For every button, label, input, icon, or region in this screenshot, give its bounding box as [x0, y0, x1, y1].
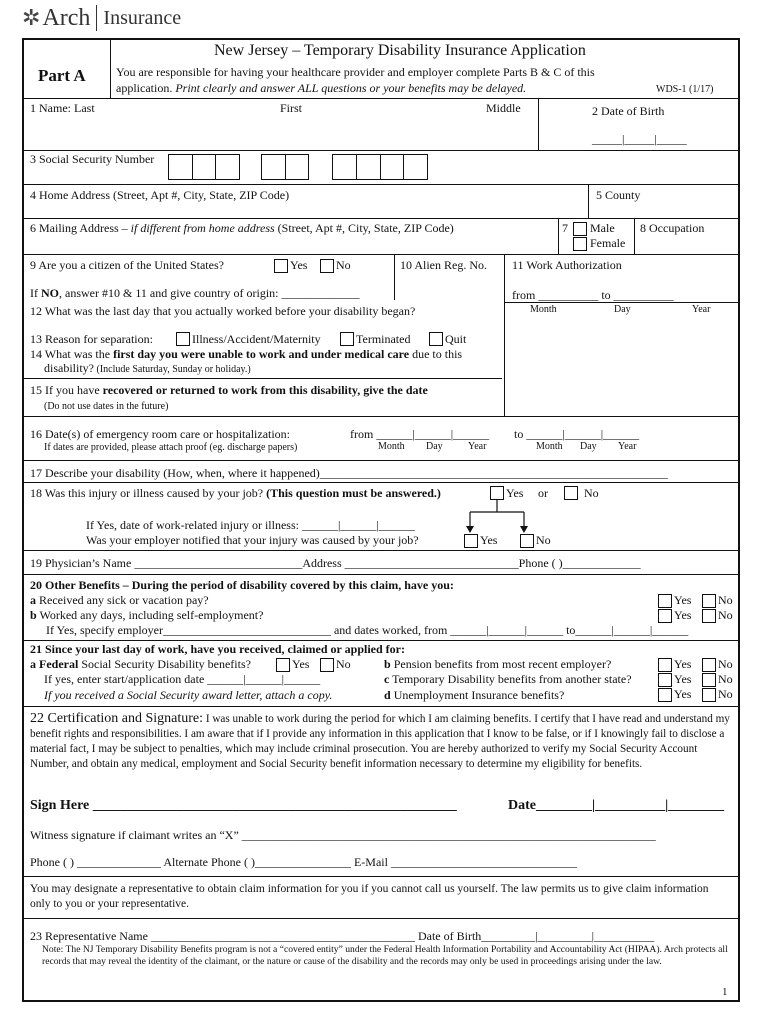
divider	[24, 460, 738, 461]
q21a-start-date[interactable]: If yes, enter start/application date ______|______|______	[44, 672, 321, 686]
q18-employer-notified-label: Was your employer notified that your injury was caused by your job?	[86, 533, 419, 547]
q16-from-month: Month	[378, 441, 405, 452]
q21-since-last-day-label: 21 Since your last day of work, have you received, claimed or applied for:	[30, 642, 405, 656]
q6-mailing-address-label: 6 Mailing Address – if different from home address (Street, Apt #, City, State, ZIP Code)	[30, 221, 454, 235]
q9-if-no-text: If NO, answer #10 & 11 and give country of origin: _____________	[30, 286, 360, 300]
q21d-label: d Unemployment Insurance benefits?	[384, 688, 565, 702]
q21a-no-checkbox[interactable]	[320, 658, 334, 672]
hipaa-note: Note: The NJ Temporary Disability Benefits program is not a “covered entity” under the Federal Health Information Portability and Accountability Act (HIPAA). Arch protects all records that may reveal the identity of the claimant, or the nature or cause of the disability and the records may only be used in proceedings arising under the law.	[42, 944, 728, 967]
q22-body: I was unable to work during the period for which I am claiming benefits. I certify that I have read and understand my benefit rights and responsibilities. I am aware that if I provide any information in this application that I know to be false, or if I knowingly fail to disclose a material fact, I may be subject to penalties, which may include criminal prosecution. You are hereby authorized to verify my Social Security Account Number, and obtain any medical, employment and Social Security benefit information necessary to determine my eligibility for benefits.	[30, 713, 730, 770]
divider	[24, 254, 738, 255]
q1-name-label: 1 Name: Last	[30, 101, 95, 115]
intro-line-2: application. Print clearly and answer ALL questions or your benefits may be delayed.	[116, 81, 527, 95]
logo-product: Insurance	[103, 6, 182, 29]
q1-first-label: First	[280, 101, 303, 115]
arch-star-icon: ✲	[22, 5, 41, 30]
job-caused-no-checkbox[interactable]	[564, 486, 578, 500]
arch-insurance-logo	[22, 2, 181, 34]
q16-to-year: Year	[618, 441, 637, 452]
q5-county-label: 5 County	[596, 188, 641, 202]
phone-email-line[interactable]: Phone ( ) ______________ Alternate Phone ( )________________ E-Mail _______________________________	[30, 855, 577, 869]
q21c-no-checkbox[interactable]	[702, 673, 716, 687]
q3-ssn-label: 3 Social Security Number	[30, 152, 155, 166]
divider	[24, 482, 738, 483]
q12-day-label: Day	[614, 304, 631, 315]
representative-notice: You may designate a representative to obtain claim information for you if you cannot call us yourself. The law permits us to give claim information only to you or your representative.	[30, 883, 709, 910]
divider	[394, 254, 395, 300]
intro-line-1: You are responsible for having your healthcare provider and employer complete Parts B & C of this	[116, 65, 595, 79]
divider	[538, 98, 539, 150]
reason-terminated-label: Terminated	[356, 332, 411, 346]
logo-divider	[96, 5, 97, 31]
job-caused-or: or	[538, 486, 548, 500]
q21a-yes-label: Yes	[292, 657, 310, 671]
reason-terminated-checkbox[interactable]	[340, 332, 354, 346]
q11-from-to[interactable]: from __________ to __________	[512, 288, 674, 302]
q1-middle-label: Middle	[486, 101, 521, 115]
q20b-yes-label: Yes	[674, 608, 692, 622]
q21c-yes-label: Yes	[674, 672, 692, 686]
q21d-no-label: No	[718, 687, 733, 701]
form-id: WDS-1 (1/17)	[656, 84, 714, 95]
q16-note: If dates are provided, please attach proof (eg. discharge papers)	[44, 442, 298, 453]
q21a-yes-checkbox[interactable]	[276, 658, 290, 672]
ssn-field-part2[interactable]	[261, 154, 309, 180]
q17-describe-label[interactable]: 17 Describe your disability (How, when, where it happened)__________________________________________________________	[30, 466, 668, 480]
divider	[24, 918, 738, 919]
divider	[24, 150, 738, 151]
q12-last-day-label: 12 What was the last day that you actually worked before your disability began?	[30, 304, 416, 318]
reason-quit-label: Quit	[445, 332, 467, 346]
q21a-no-label: No	[336, 657, 351, 671]
q16-from-date[interactable]: from ______|______|______	[350, 427, 490, 441]
q20a-yes-label: Yes	[674, 593, 692, 607]
citizen-no-label: No	[336, 258, 351, 272]
q21c-yes-checkbox[interactable]	[658, 673, 672, 687]
divider	[24, 98, 738, 99]
q20-specify-employer[interactable]: If Yes, specify employer____________________________ and dates worked, from ______|______|______ to______|______|______	[46, 623, 689, 637]
q18-job-caused-label: 18 Was this injury or illness caused by your job? (This question must be answered.)	[30, 486, 441, 500]
application-form	[22, 38, 740, 1002]
part-a-label: Part A	[38, 66, 86, 85]
male-checkbox[interactable]	[573, 222, 587, 236]
job-caused-no-label: No	[584, 486, 599, 500]
q20a-no-label: No	[718, 593, 733, 607]
divider	[24, 184, 738, 185]
divider	[24, 706, 738, 707]
job-caused-yes-checkbox[interactable]	[490, 486, 504, 500]
q21b-yes-label: Yes	[674, 657, 692, 671]
q12-month-label: Month	[530, 304, 557, 315]
q2-dob-blank[interactable]: _____|_____|_____	[592, 132, 687, 146]
q19-physician-line[interactable]: 19 Physician’s Name ____________________________Address _____________________________Phone ( )_____________	[30, 556, 641, 570]
q21b-no-label: No	[718, 657, 733, 671]
divider	[558, 218, 559, 254]
q14-line2: disability? (Include Saturday, Sunday or holiday.)	[44, 361, 251, 375]
q21c-no-label: No	[718, 672, 733, 686]
q16-er-label: 16 Date(s) of emergency room care or hospitalization:	[30, 427, 291, 441]
notified-yes-checkbox[interactable]	[464, 534, 478, 548]
q18-injury-date[interactable]: If Yes, date of work-related injury or illness: ______|______|______	[86, 518, 415, 532]
q20a-label: a Received any sick or vacation pay?	[30, 593, 209, 607]
citizen-yes-checkbox[interactable]	[274, 259, 288, 273]
job-caused-yes-label: Yes	[506, 486, 524, 500]
citizen-no-checkbox[interactable]	[320, 259, 334, 273]
q12-year-label: Year	[692, 304, 711, 315]
q21d-no-checkbox[interactable]	[702, 688, 716, 702]
ssn-field-part3[interactable]	[332, 154, 428, 180]
sign-here-line[interactable]: Sign Here ____________________________________________________	[30, 798, 457, 813]
q20-other-benefits-label: 20 Other Benefits – During the period of disability covered by this claim, have you:	[30, 578, 454, 592]
q20a-no-checkbox[interactable]	[702, 594, 716, 608]
male-label: Male	[590, 221, 615, 235]
citizen-yes-label: Yes	[290, 258, 308, 272]
q15-note: (Do not use dates in the future)	[44, 401, 169, 412]
witness-signature-line[interactable]: Witness signature if claimant writes an “X” _____________________________________________________________________	[30, 828, 656, 842]
q8-occupation-label: 8 Occupation	[640, 221, 705, 235]
q16-from-day: Day	[426, 441, 443, 452]
divider	[110, 40, 111, 98]
page-number: 1	[722, 986, 728, 998]
notified-no-checkbox[interactable]	[520, 534, 534, 548]
q20b-no-label: No	[718, 608, 733, 622]
q21b-yes-checkbox[interactable]	[658, 658, 672, 672]
divider	[588, 184, 589, 218]
female-checkbox[interactable]	[573, 237, 587, 251]
q21d-yes-checkbox[interactable]	[658, 688, 672, 702]
q13-reason-label: 13 Reason for separation:	[30, 332, 153, 346]
form-title: New Jersey – Temporary Disability Insurance Application	[214, 42, 586, 59]
reason-illness-label: Illness/Accident/Maternity	[192, 332, 321, 346]
q15-recovered-label: 15 If you have recovered or returned to work from this disability, give the date	[30, 383, 428, 397]
q21a-note: If you received a Social Security award letter, attach a copy.	[44, 688, 333, 702]
reason-quit-checkbox[interactable]	[429, 332, 443, 346]
q20b-no-checkbox[interactable]	[702, 609, 716, 623]
q16-to-date[interactable]: to ______|______|______	[514, 427, 640, 441]
q21d-yes-label: Yes	[674, 687, 692, 701]
q7-number: 7	[562, 221, 568, 235]
divider	[24, 550, 738, 551]
divider	[24, 416, 738, 417]
sign-date-line[interactable]: Date________|__________|________	[508, 798, 725, 813]
q22-heading: 22 Certification and Signature:	[30, 711, 204, 726]
q20b-yes-checkbox[interactable]	[658, 609, 672, 623]
q16-from-year: Year	[468, 441, 487, 452]
notified-yes-label: Yes	[480, 533, 498, 547]
divider	[504, 302, 505, 416]
q4-home-address-label: 4 Home Address (Street, Apt #, City, State, ZIP Code)	[30, 188, 290, 202]
q16-to-day: Day	[580, 441, 597, 452]
q21c-label: c Temporary Disability benefits from another state?	[384, 672, 632, 686]
q20a-yes-checkbox[interactable]	[658, 594, 672, 608]
q21b-label: b Pension benefits from most recent employer?	[384, 657, 612, 671]
q14-first-day-label: 14 What was the first day you were unable to work and under medical care due to this	[30, 347, 463, 361]
q22-certification-text	[30, 711, 730, 772]
logo-brand: Arch	[42, 4, 91, 31]
reason-illness-checkbox[interactable]	[176, 332, 190, 346]
divider	[634, 218, 635, 254]
ssn-field-part1[interactable]	[168, 154, 240, 180]
divider	[504, 302, 738, 303]
q10-alien-reg-label: 10 Alien Reg. No.	[400, 258, 487, 272]
divider	[24, 378, 502, 379]
q2-dob-label: 2 Date of Birth	[592, 104, 665, 118]
notified-no-label: No	[536, 533, 551, 547]
divider	[24, 876, 738, 877]
female-label: Female	[590, 236, 626, 250]
q16-to-month: Month	[536, 441, 563, 452]
divider	[24, 218, 738, 219]
q20b-label: b Worked any days, including self-employment?	[30, 608, 264, 622]
q23-representative-line[interactable]: 23 Representative Name ____________________________________________ Date of Birth_________|_________|__________	[30, 929, 655, 943]
q9-citizen-label: 9 Are you a citizen of the United States?	[30, 258, 224, 272]
q11-work-auth-label: 11 Work Authorization	[512, 258, 622, 272]
q21b-no-checkbox[interactable]	[702, 658, 716, 672]
divider	[24, 574, 738, 575]
q21a-label: a Federal Social Security Disability benefits?	[30, 657, 251, 671]
divider	[24, 640, 738, 641]
